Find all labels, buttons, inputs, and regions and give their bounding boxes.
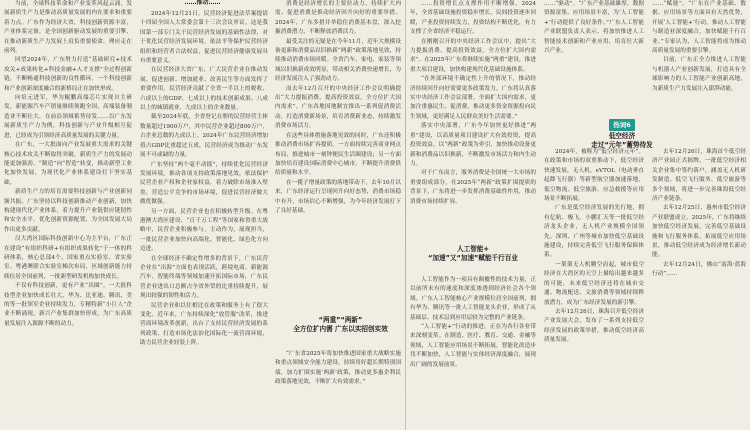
section-headline: 低空经济 走过“元年”蓄势待发 <box>591 132 653 149</box>
section-tag: 热词6 <box>609 119 635 131</box>
paragraph: 在刚刚召开的中央经济工作会议中，提出“大力提振消费、提高投资效益，全方位扩大国内需求”。在2025年广东将继续实施“两重”建设，推进重大项目建设，加快构建现代化基础设施体系。 <box>410 38 536 73</box>
paragraph: “广东省2025年将加快推进国家重大战略实施和重点领域安全能力建设，持续用好超长期特别国债，加力扩围实施‘两新’政策，推动更多惠企利民政策落地见效，不断扩大有效需求。” <box>275 351 401 386</box>
paragraph: 2024年，被称为“低空经济元年”。在政策和市场的双重推动下，低空经济快速发展，无人机、eVTOL（电动垂直起降飞行器）等新型航空器加速落地，低空物流、低空旅游、应急救援等应用场景不断拓展。 <box>544 149 644 203</box>
paragraph: 向培元进军，华为鲲鹏高端芯片实现自主研发，新能源汽车产销量继续领跑全国，高端装备制造业不断壮大，在前沿领域蓄势待发……以广东发展新质生产力为例，科技创新与产业升级相互促进，已经成为引领经济高质量发展的关键力量。 <box>4 95 132 139</box>
section-headline: “两重”“两新” 全方位扩内需 广东以实招创实效 <box>293 316 388 333</box>
column-1 <box>4 0 132 430</box>
paragraph: 另一方面，民营企业也在积极转型升级。在粤港澳大湾区建设、“百千万工程”等国家和省重大战略中，民营企业积极参与，主动作为，展现担当，一批民营企业加快向高端化、智能化、绿色化方向迈进。 <box>140 208 268 253</box>
section-header-low-altitude <box>560 112 684 149</box>
paragraph: 去年12月24日，佛山“南海·蓝海行动”…… <box>652 261 746 278</box>
paragraph: 一架架无人机腾空而起，城市低空经济在大湾区的天空上描绘出越来越多的可能，未来低空经济还将在城市交通、物流配送、文旅消费等领域持续释放潜力，成为广东经济发展的新引擎。 <box>544 261 644 306</box>
column-4-upper <box>410 0 536 210</box>
paragraph: 回望2024年，广东努力打造“基础研究+技术攻关+成果转化+科技金融+人才支撑”全过程创新链，不断畅通科技创新的良性循环，一个科技创新和产业创新深度融合的新格局正在加快形成。 <box>4 57 132 92</box>
column-3-lower <box>275 350 401 430</box>
paragraph: “在外部环境不确定性上升的情况下，推动经济持续回升向好需要更多政策发力，广东将认真落实中央经济工作会议部署，全面扩大国内需求，更加注重惠民生、促消费，推动更多资金资源投向民生领域，更好满足人民群众美好生活需要。” <box>410 76 536 120</box>
paragraph: 汉大湾区国际科技创新中心为主平台，广东正在建设“有组织科研+有组织成果转化”于一体的科研体系，核心总部4个，国家重点实验室、省实验室、粤港澳联合实验室梯次布局，区域创新能力持续位居全国前列，一批新型研发机构加快成长。 <box>4 236 132 280</box>
paragraph: 广东是低空经济发展的先行地，拥有亿航、极飞、小鹏汇天等一批低空经济龙头企业，无人机产业规模全国领先。深圳、广州等城市加快低空基础设施建设，持续完善低空飞行服务保障体系。 <box>544 205 644 259</box>
paragraph: 民营企业和以往相比在政策和服务上有了很大变化。近年来，广东持续深化“放管服”改革，推进营商环境改革创新，出台了支持民营经济发展的系列政策，打造市场化法治化国际化一流营商环境，助力民营企业轻装上阵。 <box>140 302 268 347</box>
paragraph: 去年12月26日，珠海召开低空经济产业发展大会，发布了一系列支持低空经济发展的政策举措，推动低空经济高质量发展。 <box>544 308 644 344</box>
paragraph: 目前，广东正全力推进人工智能与机器人产业创新发展，打造具有全球影响力的人工智能产业创新高地，为新质生产力发展注入澎湃动能。 <box>652 57 746 92</box>
column-3-upper <box>275 0 401 282</box>
paragraph: 在广东，一大批面向产业发展重大需求的关键核心技术攻关不断取得突破，新质生产力的发展动能更加强劲。“制造”向“智造”转变，推动新型工业化加快发展，为现代化产业体系建设打下坚实基础。 <box>4 142 132 186</box>
top-header-fragment: ……推动…… <box>184 0 221 6</box>
paragraph: 新质生产力的培育需要科技创新与产业创新同频共振。广东坚持以科技创新推动产业创新，加快构建现代化产业体系，着力提升产业链供应链韧性和安全水平，优化创新资源配置，为全国发展大局作出更多贡献。 <box>4 189 132 233</box>
column-6-lower <box>652 148 746 430</box>
column-4-lower <box>410 276 536 430</box>
paragraph: “人工智能+”行动的推进，正在为各行各业带来深刻变革。在制造、医疗、教育、交通、金融等领域，人工智能应用场景不断拓展，智能化改造步伐不断加快，人工智能与实体经济深度融合，展现出广阔的发展前景。 <box>410 324 536 368</box>
paragraph: 广东坚持“两个毫不动摇”，持续优化民营经济发展环境，推动各项支持政策落地见效，依法保护民营企业产权和企业家权益，着力破除市场准入壁垒，营造公平竞争的市场环境，促进民营经济做大做优做强。 <box>140 161 268 206</box>
section-headline: 人工智能+ “加速”又“加速”赋能千行百业 <box>428 245 518 262</box>
paragraph: ……“赋能”。“广东在产业基础、数据、应用场景等方面具有天然优势，开展‘人工智能+’行动，推动人工智能与制造业深度融合，加快赋能千行百业。”专家认为，人工智能将成为推动高质量发展的重要引擎。 <box>652 1 746 55</box>
paragraph: 落实中央部署，广东今年加快更好推进“两重”建设，以高质量项目建设扩大有效投资，提高投资效益。以“两新”政策为牵引，加快推动设备更新和消费品以旧换新，不断激发市场活力和内生动力。 <box>410 123 536 167</box>
column-6-upper <box>652 0 746 112</box>
paragraph: 去年12月25日，惠州市低空经济产业联盟成立。2025年，广东将继续加快低空经济发展，完善低空基础设施和飞行服务体系，拓展低空应用场景，推动低空经济成为经济增长新动能。 <box>652 205 746 259</box>
paragraph: 在全球经济不确定性增多的背景下，广东民营企业在“出海”方面也表现活跃，跨境电商、新能源汽车、智能终端等领域加速开拓国际市场，广东民营企业进出口总额占全省外贸的比重持续提升，展现出较强的韧性和活力。 <box>140 255 268 300</box>
paragraph: 人工智能作为一项具有颠覆性的技术力量，正以前所未有的速度和深度渗透到经济社会各个领域。广东人工智能核心产业规模位居全国前列，拥有华为、腾讯等一批人工智能龙头企业，形成了从基础层、技术层到应用层较为完整的产业链条。 <box>410 277 536 321</box>
column-5-lower <box>544 148 644 430</box>
paragraph: 当前，全球科技革命和产业变革风起云涌，发展新质生产力是推动高质量发展的内在要求和重要着力点。广东作为经济大省，科技创新资源丰富，产业体系完备，是全国创新驱动发展的重要引擎，在推动新质生产力发展上肩负重要使命，理应走在前列。 <box>4 1 132 55</box>
paragraph: 去年12月26日，珠海首个低空经济产业园正式揭牌，一批低空经济相关企业集中签约落户，涵盖无人机研发制造、低空飞行服务、低空旅游等多个领域，将进一步完善珠海低空经济产业链条。 <box>652 149 746 203</box>
paragraph: 而去年12月召开的中央经济工作会议明确提出“大力提振消费、提高投资效益，全方位扩大国内需求”。广东各地因地制宜推出一系列促消费活动，打造消费新场景，培育消费新业态，持续激发消费市场活力。 <box>275 85 401 130</box>
paragraph: 不仅有科技创新，更有产业“出圈”。一大批科技型企业加快成长壮大，华为、比亚迪、腾讯、美的等一批领军企业持续发力，专精特新“小巨人”企业不断涌现，新兴产业集群加快形成，为广东高质量发展注入源源不断的动力。 <box>4 283 132 327</box>
paragraph: 2024年12月21日，民营经济促进法草案提请十四届全国人大常委会第十三次会议审议。这是我国第一部专门关于民营经济发展的基础性法律，对于优化民营经济发展环境，依法平等保护民营经济组织和经营者合法权益，促进民营经济健康发展具有重要意义。 <box>140 11 268 65</box>
paragraph: ……投资增长点支撑作用不断增强。2024年，全省基础设施投资稳步增长，民间投资逐步回暖，产业投资持续发力，投资结构不断优化，有力支撑了全省经济平稳运行。 <box>410 1 536 36</box>
paragraph: 最受关注的无疑是在今年11月，近年大规模设备更新和消费品以旧换新“两新”政策落地见效，持续推动消费市场回暖。全省汽车、家电、家装等领域以旧换新成效明显，带动相关消费快速增长，为经济发展注入了强劲动力。 <box>275 38 401 83</box>
column-5-upper <box>544 0 644 112</box>
paragraph: 截至2024年底，全省登记在册的民营经营主体数量超过1900万户，其中民营企业超过800万户，占企业总数的九成以上。2024年广东民营经济增加值占GDP比重超过五成，民营经济成为推动广东发展不可或缺的力量。 <box>140 114 268 159</box>
column-2 <box>140 10 268 430</box>
paragraph: ……“驱动”。“广东产业基础雄厚，数据资源富集、应用场景丰富，为‘人工智能+’行动提供了良好条件。”广东人工智能产业联盟负责人表示，将加快推进人工智能技术创新和产业应用，培育壮大新兴产业。 <box>544 1 644 55</box>
paragraph: 在一揽子增量政策的落地带动下，去年10月以来，广东经济运行呈现回升向好态势，消费市场稳中有升，市场信心不断增强，为今年经济发展打下了良好基础。 <box>275 179 401 214</box>
page-fold <box>405 0 406 430</box>
paragraph: 在民营经济大省广东，广大民营企业在推动发展、促进创新、增加就业、改善民生等方面发挥了重要作用。民营经济贡献了全省一半以上的税收、六成以上的GDP、七成以上的技术创新成果、八成以上的城镇就业、九成以上的企业数量。 <box>140 67 268 112</box>
paragraph: 对于广东而言，服务消费是全国统一大市场的重要组成部分，在2025年“两新”政策扩围提质的背景下，广东将进一步发挥消费基础性作用，推动消费市场持续扩容。 <box>410 170 536 205</box>
paragraph: 在这些具体措施落地见效的同时，广东还积极推动消费市场扩容提质。一方面持续完善商业网点布局，推进城市一刻钟便民生活圈建设；另一方面加快培育建设国际消费中心城市，不断提升消费供给质量和水平。 <box>275 132 401 177</box>
paragraph: 消费是经济增长的主要拉动力。持续扩大内需、促进消费是推动经济回升向好的重要举措。2024年，广东多措并举稳住消费基本盘，深入挖掘消费潜力，不断释放消费活力。 <box>275 1 401 36</box>
